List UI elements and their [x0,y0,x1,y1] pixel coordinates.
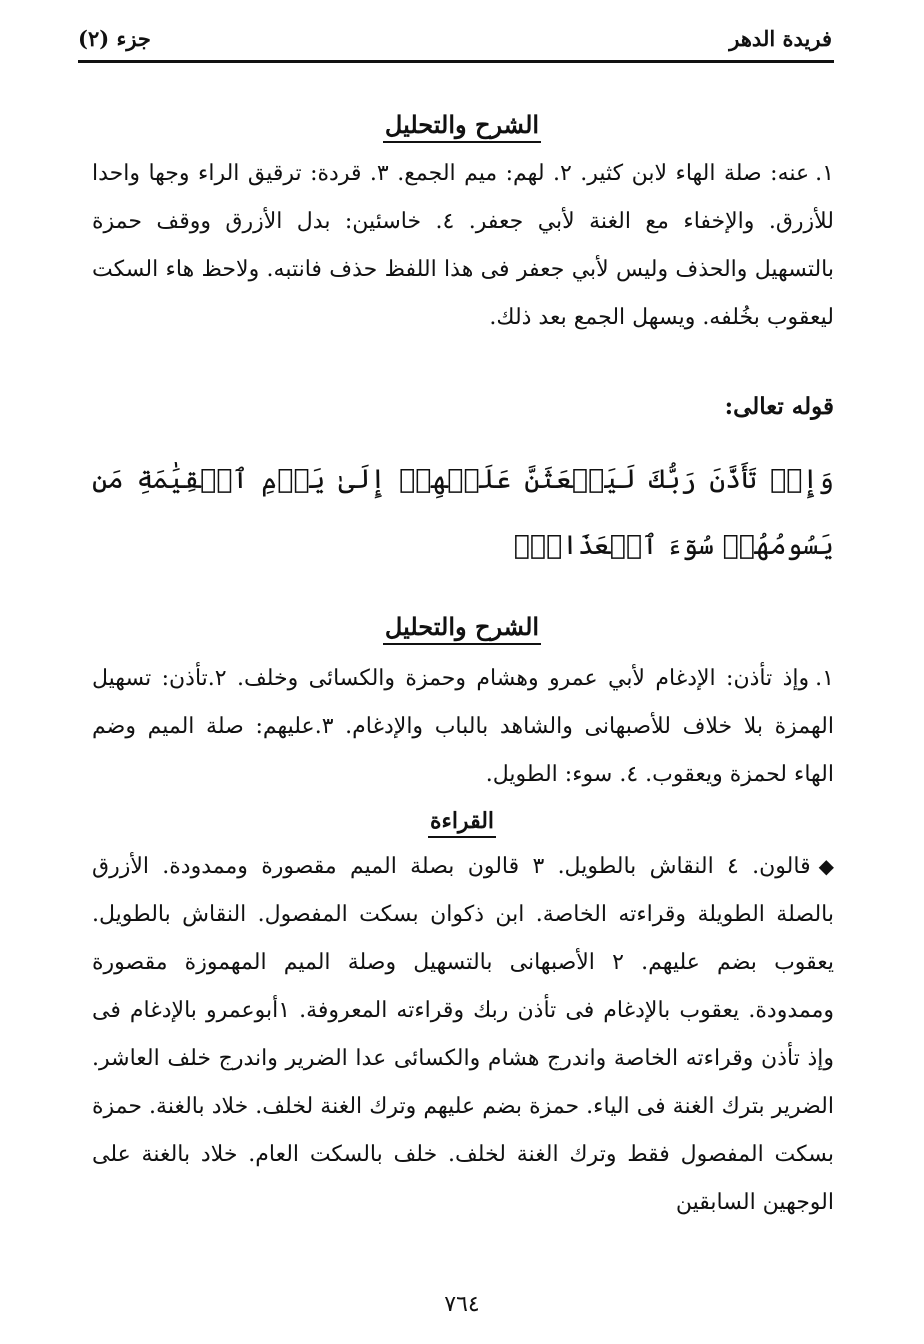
section-heading-1 [0,110,924,139]
quran-verse: وَإِذۡ تَأَذَّنَ رَبُّكَ لَيَبۡعَثَنَّ عَلَيۡهِمۡ إِلَىٰ يَوۡمِ ٱلۡقِيَٰمَةِ مَن يَسُومُهُمۡ سُوٓءَ ٱلۡعَذَابِۗ [92,464,834,561]
section-heading-2 [0,612,924,641]
reading-paragraph [92,842,834,1227]
diamond-bullet-icon: ◆ [818,854,834,878]
commentary-paragraph-2 [92,655,834,799]
running-header [78,22,832,62]
verse-intro: قوله تعالى: [724,393,834,420]
page-number: ٧٦٤ [444,1292,480,1317]
paragraph-number: ١. [815,666,834,691]
part-label: جزء (٢) [78,26,151,51]
section-heading-1-text: الشرح والتحليل [383,110,541,143]
paragraph-number: ١. [815,161,834,186]
section-heading-2-text: الشرح والتحليل [383,612,541,645]
book-title: فريدة الدهر [729,26,832,51]
header-rule [78,60,834,63]
reading-text: قالون. ٤ النقاش بالطويل. ٣ قالون بصلة الميم مقصورة وممدودة. الأزرق بالصلة الطويلة وقراءته الخاصة. ابن ذكوان بسكت المفصول. النقاش بالطويل. يعقوب بضم عليهم. ٢ الأصبهانى بالتسهيل وصلة الميم المهموزة مقصورة وممدودة. يعقوب بالإدغام فى تأذن ربك وقراءته المعروفة. ١أبوعمرو بالإدغام فى وإذ تأذن وقراءته الخاصة واندرج هشام والكسائى عدا الضرير واندرج خلف العاشر. الضرير بترك الغنة فى الياء. حمزة بضم عليهم وترك الغنة لخلف. خلاد بالغنة. حمزة بسكت المفصول فقط وترك الغنة لخلف. خلف بالسكت العام. خلاد بالغنة على الوجهين السابقين [92,854,835,1215]
commentary-text-1: عنه: صلة الهاء لابن كثير. ٢. لهم: ميم الجمع. ٣. قردة: ترقيق الراء وجها واحدا للأزرق. والإخفاء مع الغنة لأبي جعفر. ٤. خاسئين: بدل الأزرق ووقف حمزة بالتسهيل والحذف وليس لأبي جعفر فى هذا اللفظ حذف فانتبه. ولاحظ هاء السكت ليعقوب بخُلفه. ويسهل الجمع بعد ذلك. [92,161,834,330]
commentary-paragraph-1 [92,150,834,342]
commentary-text-2: وإذ تأذن: الإدغام لأبي عمرو وهشام وحمزة والكسائى وخلف. ٢.تأذن: تسهيل الهمزة بلا خلاف للأصبهانى والشاهد بالباب والإدغام. ٣.عليهم: صلة الميم وضم الهاء لحمزة ويعقوب. ٤. سوء: الطويل. [92,666,834,787]
reading-heading-text: القراءة [428,808,496,838]
reading-heading [0,808,924,834]
